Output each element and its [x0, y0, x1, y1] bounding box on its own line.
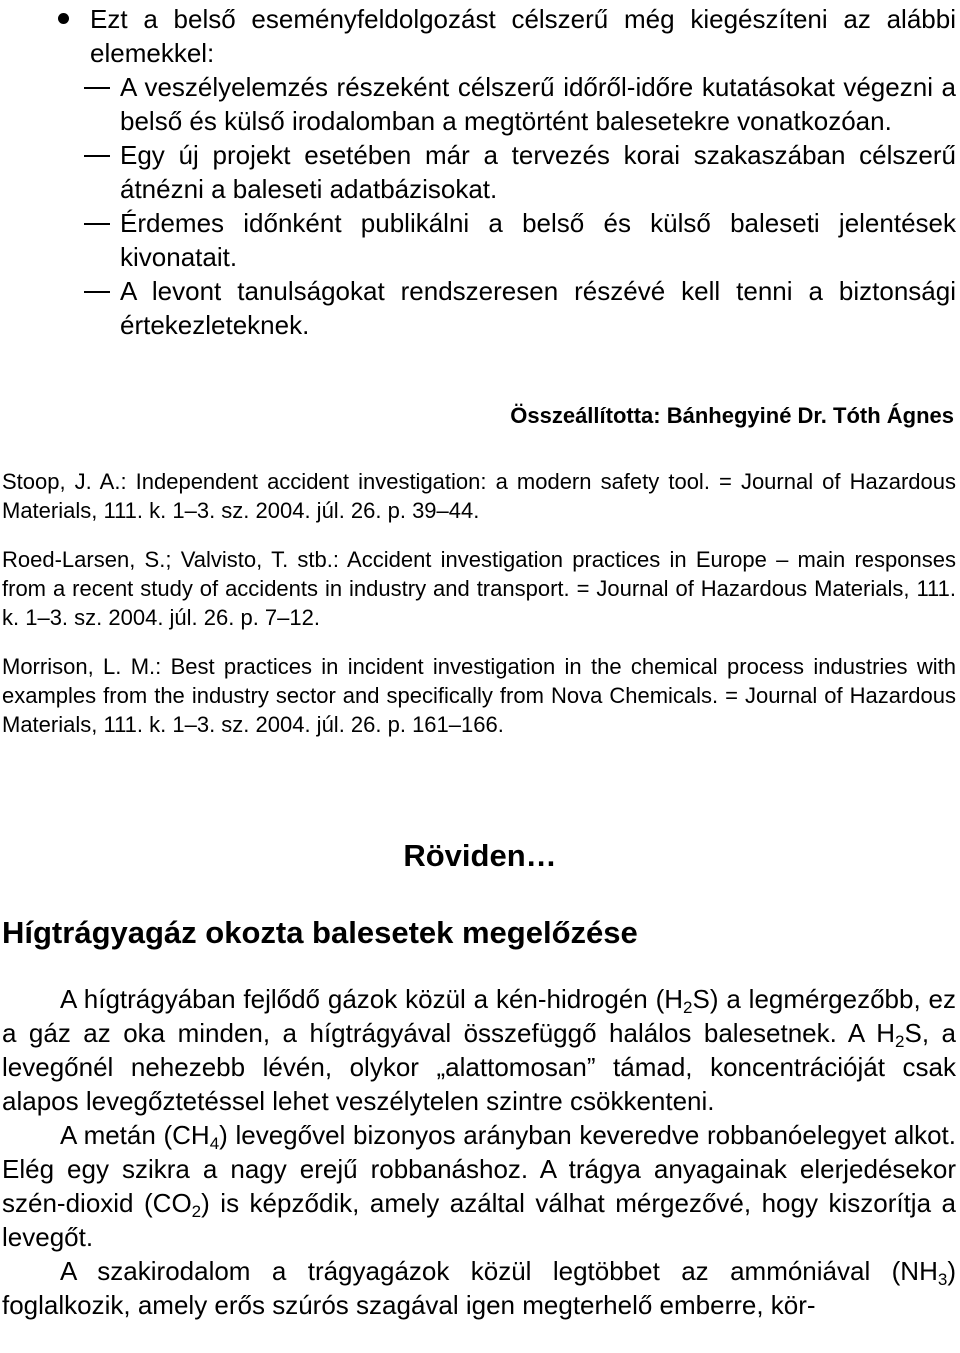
author-credit: Összeállította: Bánhegyiné Dr. Tóth Ágnes	[510, 403, 954, 428]
reference-item: Stoop, J. A.: Independent accident investigation: a modern safety tool. = Journal of Hazardous Materials, 111. k. 1–3. sz. 2004. júl. 26. p. 39–44.	[2, 469, 956, 523]
text-run: A hígtrágyában fejlődő gázok közül a kén-hidrogén (H	[60, 984, 684, 1014]
subscript: 2	[683, 998, 693, 1017]
article-title: Hígtrágyagáz okozta balesetek megelőzése	[2, 915, 638, 950]
list-item-text: Egy új projekt esetében már a tervezés korai szakaszában célszerű átnézni a baleseti adatbázisokat.	[120, 140, 956, 204]
text-run: S) a legmérgezőbb, ez a gáz az oka minden, a hígtrágyával összefüggő halálos balesetnek. A H	[2, 984, 956, 1048]
section-title: Röviden…	[403, 838, 557, 873]
list-item-text: A veszélyelemzés részeként célszerű időről-időre kutatásokat végezni a belső és külső irodalomban a megtörtént balesetekre vonatkozóan.	[120, 72, 956, 136]
references	[2, 467, 956, 759]
dash-icon	[84, 291, 110, 293]
list-item-text: Érdemes időnként publikálni a belső és külső baleseti jelentések kivonatait.	[120, 208, 956, 272]
dash-icon	[84, 223, 110, 225]
list-item	[58, 138, 956, 206]
subscript: 2	[191, 1202, 202, 1221]
reference-item: Roed-Larsen, S.; Valvisto, T. stb.: Accident investigation practices in Europe – main responses from a recent study of accidents in industry and transport. = Journal of Hazardous Materials, 111. k. 1–3. sz. 2004. júl. 26. p. 7–12.	[2, 547, 956, 630]
text-run: ) foglalkozik, amely erős szúrós szagával igen megterhelő emberre, kör-	[2, 1256, 956, 1320]
text-run: S, a levegőnél nehezebb lévén, olykor „alattomosan” támad, koncentrációját csak alapos levegőztetéssel lehet veszélytelen szintre csökkenteni.	[2, 1018, 957, 1116]
bullet-intro: Ezt a belső eseményfeldolgozást célszerű még kiegészíteni az alábbi elemekkel:	[90, 4, 956, 68]
subscript: 4	[209, 1134, 220, 1153]
paragraph	[2, 1254, 956, 1322]
list-item-text: A levont tanulságokat rendszeresen részévé kell tenni a biztonsági értekezleteknek.	[120, 276, 956, 340]
text-run: A szakirodalom a trágyagázok közül legtöbbet az ammóniával (NH	[60, 1256, 938, 1286]
text-run: ) levegővel bizonyos arányban keveredve robbanóelegyet alkot. Elég egy szikra a nagy erejű robbanáshoz. A trágya anyagainak elerjedésekor szén-dioxid (CO	[2, 1120, 957, 1218]
dash-icon	[84, 155, 110, 157]
bullet-block	[58, 2, 956, 342]
bullet-dot-icon	[58, 13, 69, 24]
list-item	[58, 274, 956, 342]
subscript: 2	[895, 1032, 905, 1051]
text-run: ) is képződik, amely azáltal válhat mérgezővé, hogy kiszorítja a levegőt.	[2, 1188, 956, 1252]
list-item	[58, 70, 956, 138]
subscript: 3	[937, 1270, 948, 1289]
text-run: A metán (CH	[60, 1120, 210, 1150]
paragraph	[2, 982, 956, 1118]
article-body	[2, 982, 956, 1322]
list-item	[58, 206, 956, 274]
bullet-item	[58, 2, 956, 342]
dash-icon	[84, 87, 110, 89]
paragraph	[2, 1118, 956, 1254]
reference-item: Morrison, L. M.: Best practices in incident investigation in the chemical process industries with examples from the industry sector and specifically from Nova Chemicals. = Journal of Hazardous Materials, 111. k. 1–3. sz. 2004. júl. 26. p. 161–166.	[2, 654, 956, 737]
dash-list	[58, 70, 956, 342]
